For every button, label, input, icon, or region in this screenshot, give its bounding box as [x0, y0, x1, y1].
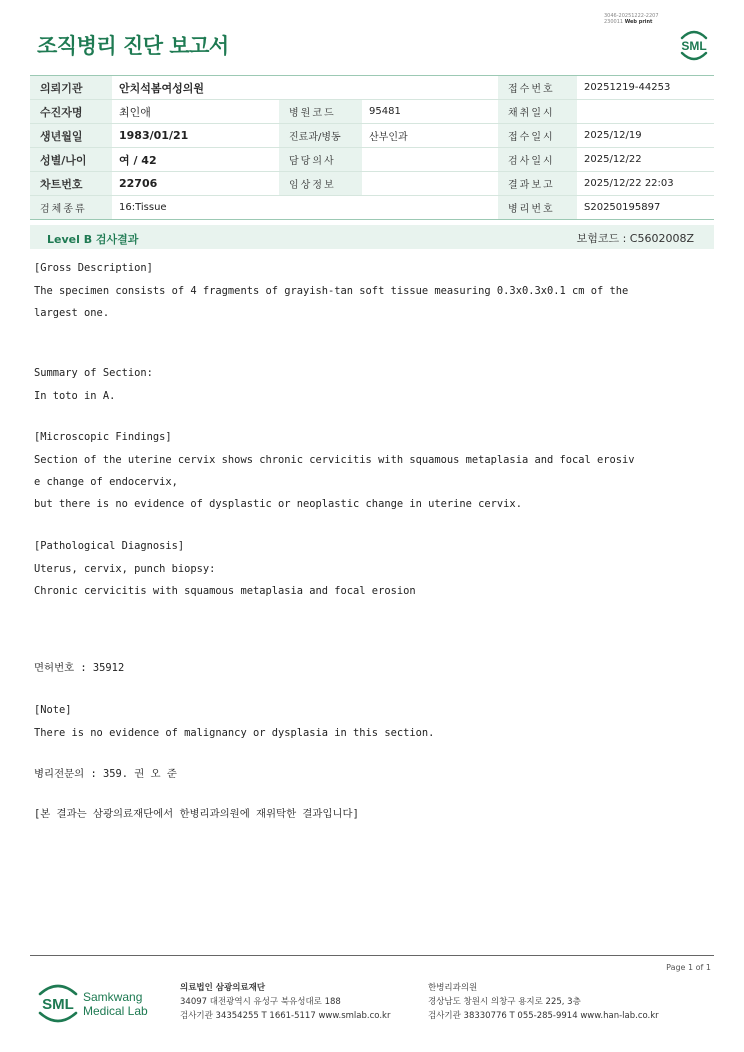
label-collection-date: 채취일시: [498, 100, 577, 124]
report-text-line: There is no evidence of malignancy or dysplasia in this section.: [34, 727, 435, 739]
value-patient-name: 최인애: [112, 100, 279, 124]
report-text-line: In toto in A.: [34, 390, 116, 402]
label-specimen-type: 검체종류: [30, 196, 112, 220]
info-row: [30, 76, 714, 100]
value-collection-date: [577, 100, 714, 124]
value-clinical-info: [362, 172, 498, 196]
outsourcing-notice: [본 결과는 삼광의료재단에서 한병리과의원에 재위탁한 결과입니다]: [34, 808, 359, 820]
patient-info-table: [30, 75, 714, 220]
value-pathology-number: S20250195897: [577, 196, 714, 220]
section-heading-summary: Summary of Section:: [34, 367, 153, 379]
footer-address: 경상남도 창원시 의창구 용지로 225, 3층: [428, 997, 581, 1007]
logo-name-line2: Medical Lab: [83, 1004, 148, 1018]
label-patient-name: 수진자명: [30, 100, 112, 124]
stamp-line-1: 3046-20251222-2207: [604, 13, 659, 19]
section-heading-diagnosis: [Pathological Diagnosis]: [34, 540, 185, 552]
page-number: Page 1 of 1: [666, 963, 711, 972]
logo-top-text: SML: [681, 39, 707, 53]
value-result-report: 2025/12/22 22:03: [577, 172, 714, 196]
info-row: [30, 148, 714, 172]
label-doctor: 담당의사: [279, 148, 362, 172]
report-title: 조직병리 진단 보고서: [37, 34, 229, 58]
stamp-web-print: Web print: [624, 19, 653, 25]
value-requesting-institution: 안치석봄여성의원: [112, 76, 498, 100]
footer-samkwang-info: [180, 981, 390, 1023]
footer-hanlab-info: [428, 981, 659, 1023]
value-doctor: [362, 148, 498, 172]
info-row: [30, 100, 714, 124]
result-header-bar: [30, 225, 714, 249]
stamp-code: 230011: [604, 19, 624, 25]
label-sex-age: 성별/나이: [30, 148, 112, 172]
report-text-line: Section of the uterine cervix shows chronic cervicitis with squamous metaplasia and focal erosiv: [34, 454, 635, 466]
report-text-line: e change of endocervix,: [34, 476, 178, 488]
pathologist: 병리전문의 : 359. 권 오 준: [34, 768, 177, 780]
label-clinical-info: 임상정보: [279, 172, 362, 196]
label-department: 진료과/병동: [279, 124, 362, 148]
report-text-line: The specimen consists of 4 fragments of grayish-tan soft tissue measuring 0.3x0.3x0.1 cm of the: [34, 285, 629, 297]
report-text-line: Uterus, cervix, punch biopsy:: [34, 563, 216, 575]
label-result-report: 결과보고: [498, 172, 577, 196]
insurance-code: 보험코드 : C5602008Z: [576, 232, 694, 245]
label-pathology-number: 병리번호: [498, 196, 577, 220]
report-text-line: Chronic cervicitis with squamous metaplasia and focal erosion: [34, 585, 416, 597]
footer-address: 34097 대전광역시 유성구 북유성대로 188: [180, 997, 341, 1007]
label-test-date: 검사일시: [498, 148, 577, 172]
footer-org-name: 의료법인 삼광의료재단: [180, 983, 266, 993]
value-specimen-type: 16:Tissue: [112, 196, 498, 220]
section-heading-gross: [Gross Description]: [34, 262, 153, 274]
label-chart-number: 차트번호: [30, 172, 112, 196]
value-receipt-number: 20251219-44253: [577, 76, 714, 100]
print-stamp: [604, 13, 659, 25]
footer-contact: 검사기관 38330776 T 055-285-9914 www.han-lab.co.kr: [428, 1011, 659, 1021]
report-text-line: largest one.: [34, 307, 110, 319]
logo-name-line1: Samkwang: [83, 990, 143, 1004]
sml-logo-icon: [676, 27, 712, 63]
footer-contact: 검사기관 34354255 T 1661-5117 www.smlab.co.kr: [180, 1011, 391, 1021]
label-hospital-code: 병원코드: [279, 100, 362, 124]
value-department: 산부인과: [362, 124, 498, 148]
label-birth-date: 생년월일: [30, 124, 112, 148]
value-birth-date: 1983/01/21: [112, 124, 279, 148]
value-test-date: 2025/12/22: [577, 148, 714, 172]
info-row: [30, 124, 714, 148]
value-sex-age: 여 / 42: [112, 148, 279, 172]
value-hospital-code: 95481: [362, 100, 498, 124]
value-chart-number: 22706: [112, 172, 279, 196]
logo-bottom-brand: SML: [42, 996, 74, 1013]
info-row: [30, 172, 714, 196]
label-receipt-number: 접수번호: [498, 76, 577, 100]
section-heading-microscopic: [Microscopic Findings]: [34, 431, 172, 443]
label-receipt-date: 접수일시: [498, 124, 577, 148]
license-number: 면허번호 : 35912: [34, 662, 125, 674]
label-requesting-institution: 의뢰기관: [30, 76, 112, 100]
stamp-line-2: [604, 19, 659, 25]
report-text-line: but there is no evidence of dysplastic or neoplastic change in uterine cervix.: [34, 498, 522, 510]
result-level-label: Level B 검사결과: [47, 233, 139, 246]
samkwang-logo-icon: [36, 980, 156, 1026]
footer-org-name: 한병리과의원: [428, 983, 478, 993]
footer-divider: [30, 955, 714, 956]
value-receipt-date: 2025/12/19: [577, 124, 714, 148]
info-row: [30, 196, 714, 220]
section-heading-note: [Note]: [34, 704, 72, 716]
